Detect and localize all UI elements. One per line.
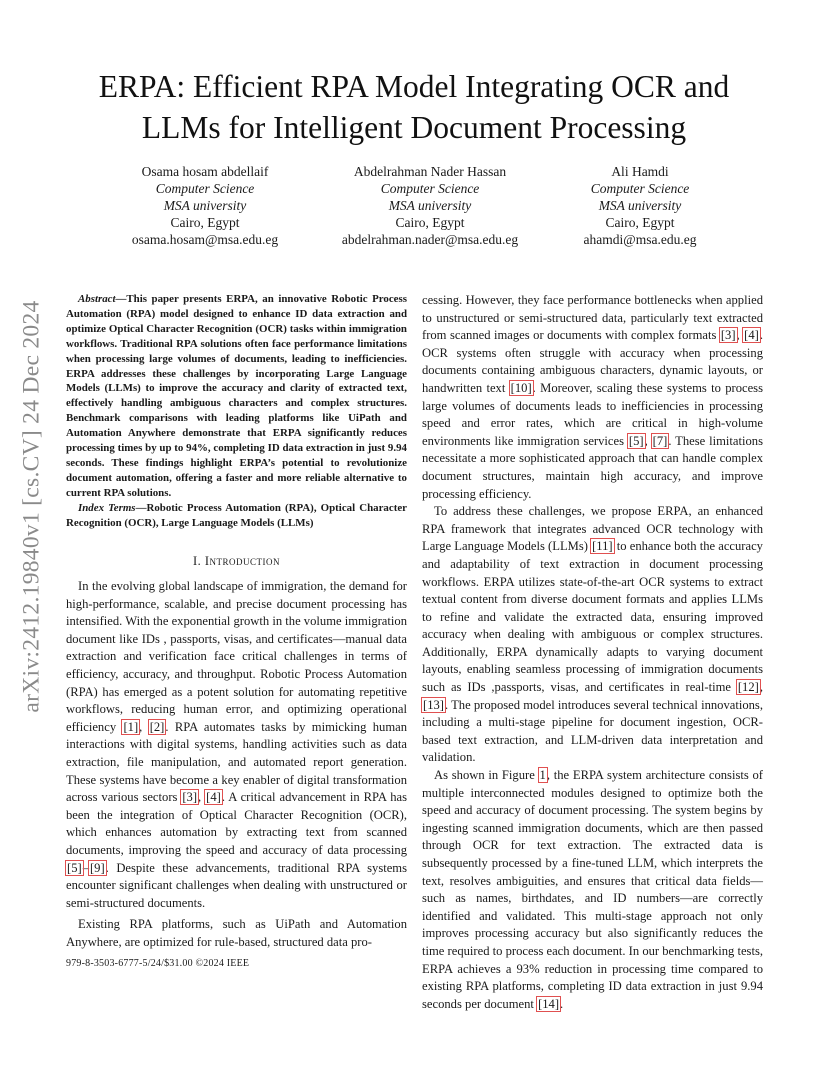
intro-paragraph-4: As shown in Figure 1, the ERPA system architecture consists of multiple interconnected modules designed to optimize both the speed and accuracy of document processing. The system begins by ingesting scanned immigration documents, which are then passed through OCR for text extraction. The extracted data is subsequently processed by a fine-tuned LLM, which interprets the text, resolves ambiguities, and ensures that critical data fields—such as names, birthdates, and ID numbers—are correctly identified and validated. This multi-stage approach not only improves processing accuracy but also significantly reduces the time required to process each document. In our benchmarking tests, ERPA achieves a 93% reduction in processing time compared to existing RPA platforms, completing ID data extraction in just 9.94 seconds per document [14]. <box>422 768 763 1011</box>
intro-paragraph-1: In the evolving global landscape of immigration, the demand for high-performance, scalable, and precise document processing has intensified. With the exponential growth in the volume immigration document like IDs , passports, visas, and certificates—manual data extraction and verification face critical challenges in terms of efficiency, accuracy, and throughput. Robotic Process Automation (RPA) has emerged as a potent solution for automating repetitive workflows, reducing human error, and optimizing operational efficiency [1], [2]. RPA automates tasks by mimicking human interactions with digital systems, handling activities such as data extraction, file manipulation, and automated report generation. These systems have become a key enabler of digital transformation across various sectors [3], [4]. A critical advancement in RPA has been the integration of Optical Character Recognition (OCR), which enhances automation by extracting text from scanned documents, improving the speed and accuracy of data processing [5]–[9]. Despite these advancements, traditional RPA systems encounter significant challenges when dealing with unstructured or semi-structured documents. <box>66 579 408 910</box>
paper-title <box>60 66 768 148</box>
section-heading: I. Introduction <box>193 553 280 568</box>
author-univ: MSA university <box>598 198 682 213</box>
author-dept: Computer Science <box>380 181 480 196</box>
abstract-label: Abstract <box>78 293 116 305</box>
left-column <box>66 292 407 952</box>
author-dept: Computer Science <box>155 181 255 196</box>
index-terms <box>66 501 407 531</box>
author-name: Ali Hamdi <box>611 164 669 179</box>
citation-link[interactable]: [4] <box>206 790 221 805</box>
right-column <box>422 292 763 1013</box>
abstract <box>66 292 407 501</box>
index-terms-text: —Robotic Process Automation (RPA), Optical Character Recognition (OCR), Large Language Models (LLMs) <box>66 501 407 529</box>
author-email[interactable]: ahamdi@msa.edu.eg <box>583 232 697 247</box>
abstract-text: —This paper presents ERPA, an innovative Robotic Process Automation (RPA) model designed to enhance ID data extraction and optimize Optical Character Recognition (OCR) tasks within immigration workflows. Traditional RPA solutions often face performance limitations when processing large volumes of documents, leading to inefficiencies. ERPA addresses these challenges by incorporating Large Language Models (LLMs) to improve the accuracy and clarity of extracted text, effectively handling ambiguous characters and complex structures. Benchmark comparisons with leading platforms like UiPath and Automation Anywhere demonstrate that ERPA significantly reduces processing times by up to 94%, completing ID data extraction in just 9.94 seconds. These findings highlight ERPA’s potential to revolutionize document automation, offering a faster and more reliable alternative to current RPA solutions. <box>66 293 407 499</box>
author-email[interactable]: osama.hosam@msa.edu.eg <box>131 232 279 247</box>
citation-link[interactable]: [13] <box>423 697 444 712</box>
arxiv-stamp <box>15 283 49 730</box>
citation-link[interactable]: [14] <box>538 996 560 1011</box>
citation-link[interactable]: [1] <box>123 719 139 734</box>
citation-link[interactable]: [11] <box>592 539 613 554</box>
author-name: Osama hosam abdellaif <box>141 164 269 179</box>
title-line-1: ERPA: Efficient RPA Model Integrating OCR and <box>98 69 730 104</box>
figure-link[interactable]: 1 <box>539 768 546 783</box>
author-city: Cairo, Egypt <box>605 215 675 230</box>
citation-link[interactable]: [12] <box>737 680 759 695</box>
title-line-2: LLMs for Intelligent Document Processing <box>141 110 687 145</box>
author-dept: Computer Science <box>590 181 690 196</box>
author-block-1 <box>100 163 310 248</box>
intro-paragraph-2: Existing RPA platforms, such as UiPath and Automation Anywhere, are optimized for rule-based, structured data pro- <box>66 917 407 949</box>
index-terms-label: Index Terms <box>78 501 136 514</box>
author-univ: MSA university <box>388 198 472 213</box>
citation-link[interactable]: [5] <box>67 860 82 875</box>
intro-paragraph-continued: cessing. However, they face performance bottlenecks when applied to unstructured or semi-structured data, particularly text extracted from scanned images or documents with complex formats [3], [4]. OCR systems often struggle with accuracy when processing documents containing ambiguous characters, dynamic layouts, or handwritten text [10]. Moreover, scaling these systems to process large volumes of documents leads to inefficiencies in processing speed and error rates, which are critical in high-volume environments like immigration services [5], [7]. These limitations necessitate a more sophisticated approach that can handle complex document structures, maintain high accuracy, and improve processing efficiency. <box>422 293 764 501</box>
author-block-2 <box>320 163 540 248</box>
citation-link[interactable]: [2] <box>149 719 165 734</box>
author-univ: MSA university <box>163 198 247 213</box>
intro-paragraph-3: To address these challenges, we propose ERPA, an enhanced RPA framework that integrates advanced OCR technology with Large Language Models (LLMs) [11] to enhance both the accuracy and adaptability of text extraction in document processing workflows. ERPA utilizes state-of-the-art OCR systems to extract textual content from diverse document formats and applies LLMs to refine and validate the extracted data, ensuring improved accuracy when dealing with ambiguous or complex structures. Additionally, ERPA dynamically adapts to varying document layouts, enabling seamless processing of immigration documents such as IDs ,passports, visas, and certificates in real-time [12], [13]. The proposed model introduces several technical innovations, including a multi-stage pipeline for document ingestion, OCR-based text extraction, and LLM-driven data interpretation and validation. <box>422 504 763 765</box>
author-city: Cairo, Egypt <box>170 215 240 230</box>
citation-link[interactable]: [9] <box>89 860 105 875</box>
citation-link[interactable]: [3] <box>182 790 198 805</box>
author-city: Cairo, Egypt <box>395 215 465 230</box>
citation-link[interactable]: [3] <box>720 328 736 343</box>
author-block-3 <box>565 163 715 248</box>
citation-link[interactable]: [5] <box>628 433 644 448</box>
citation-link[interactable]: [7] <box>652 433 668 448</box>
citation-link[interactable]: [4] <box>744 328 759 343</box>
arxiv-id: arXiv:2412.19840v1 [cs.CV] 24 Dec 2024 <box>18 300 45 713</box>
citation-link[interactable]: [10] <box>510 380 532 395</box>
copyright-footer: 979-8-3503-6777-5/24/$31.00 ©2024 IEEE <box>66 958 250 969</box>
author-name: Abdelrahman Nader Hassan <box>353 164 507 179</box>
author-email[interactable]: abdelrahman.nader@msa.edu.eg <box>341 232 519 247</box>
